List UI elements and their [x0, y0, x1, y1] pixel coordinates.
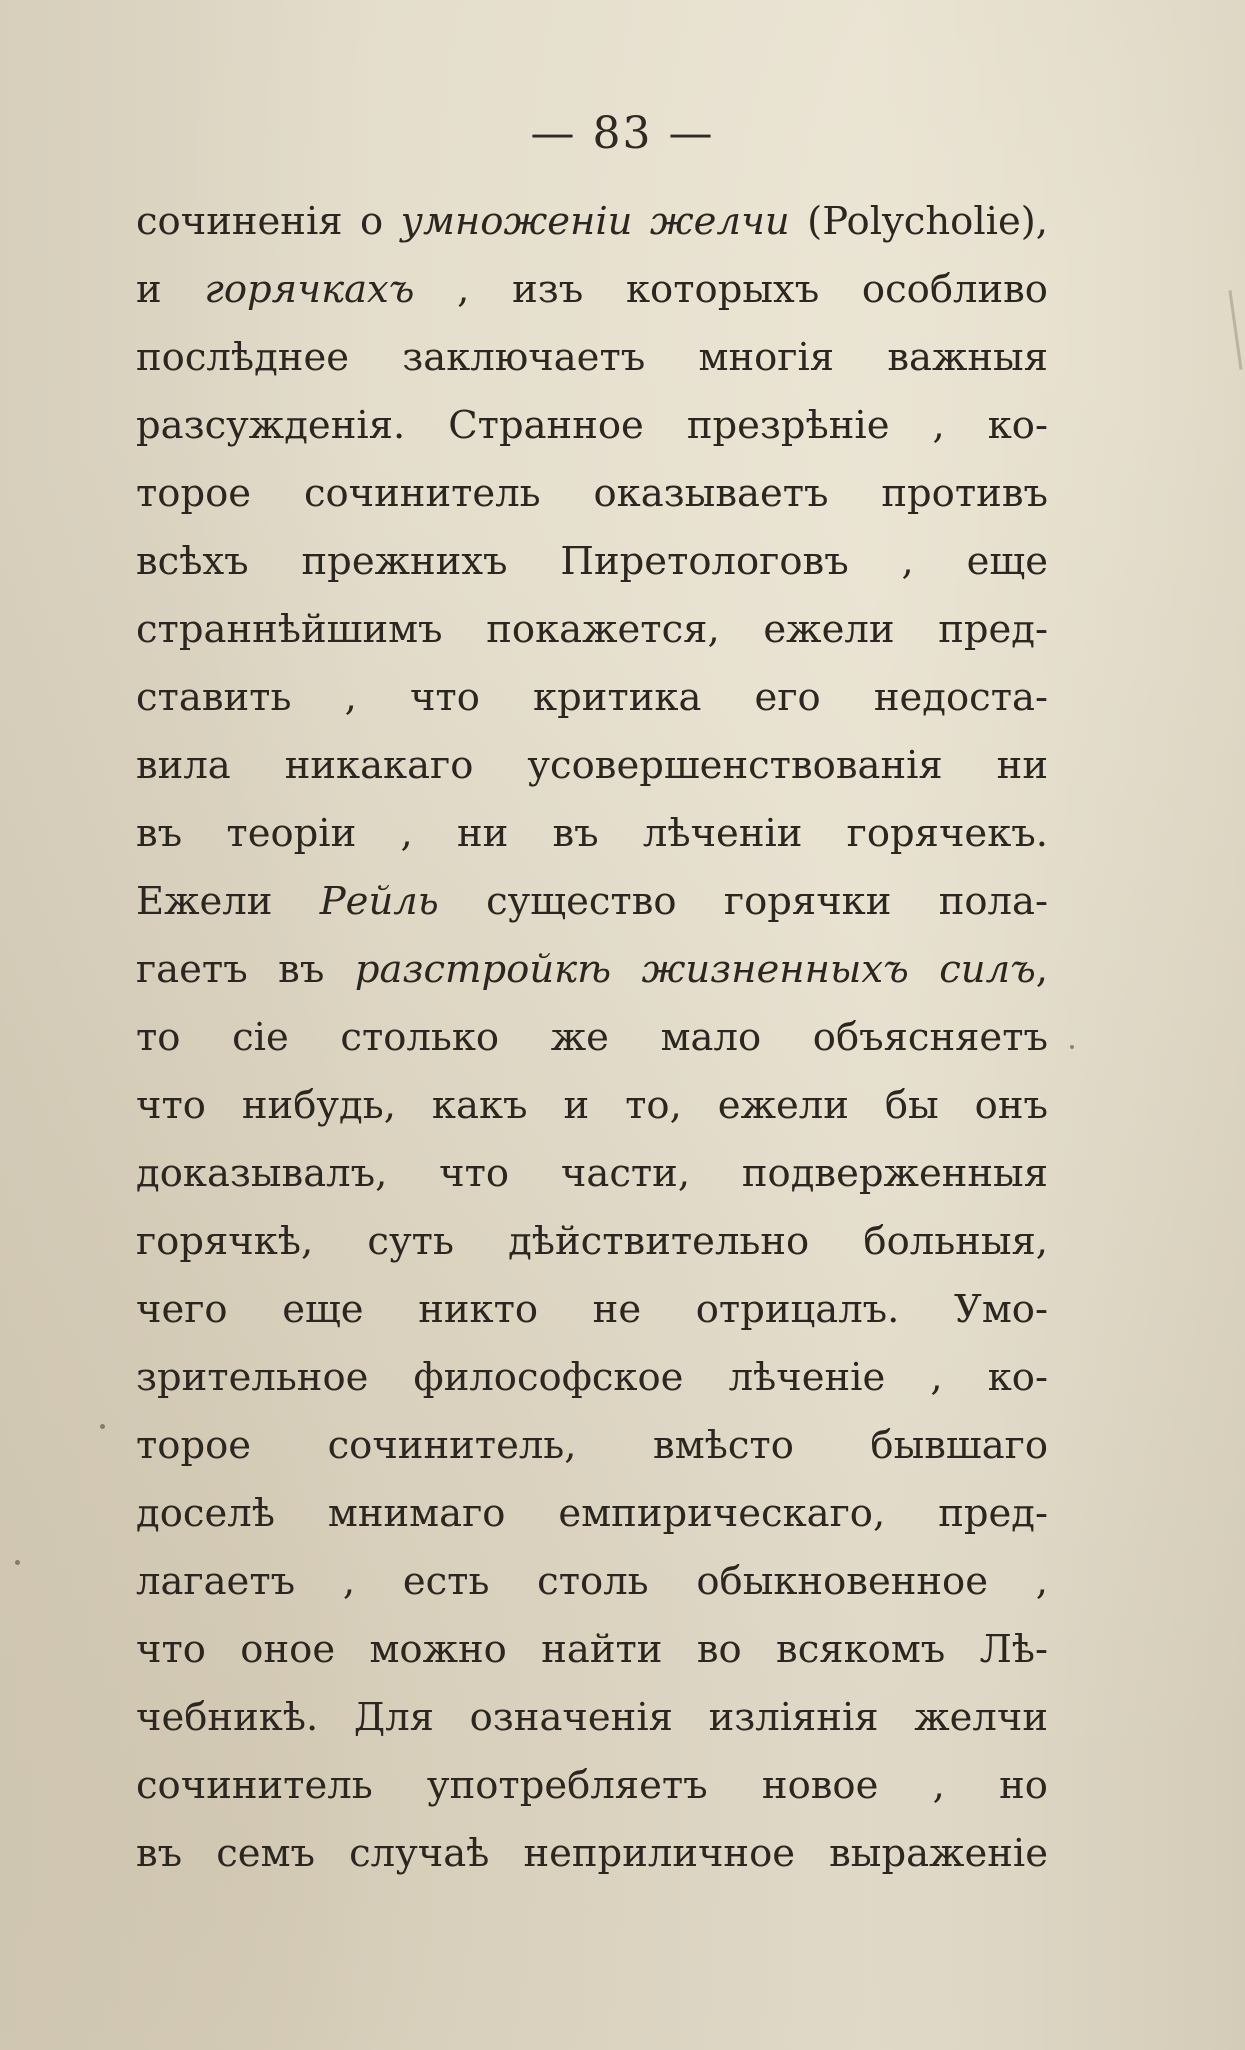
text-run: , изъ которыхъ особливо — [414, 267, 1048, 312]
page-edge-mark — [1228, 290, 1242, 370]
text-run: вила никакаго усовершенствованія ни — [136, 743, 1048, 788]
text-run: ставить , что критика его недоста- — [136, 675, 1048, 720]
text-run: чебникѣ. Для означенія изліянія желчи — [136, 1695, 1048, 1740]
text-run: горячкѣ, суть дѣйствительно больныя, — [136, 1219, 1048, 1264]
text-line — [136, 1684, 1048, 1752]
italic-phrase: Рейль — [319, 879, 439, 924]
text-line — [136, 460, 1048, 528]
text-line — [136, 1276, 1048, 1344]
text-line — [136, 1344, 1048, 1412]
body-text — [136, 188, 1048, 1888]
text-line — [136, 1412, 1048, 1480]
italic-phrase: умноженіи желчи — [400, 199, 790, 244]
text-line — [136, 664, 1048, 732]
text-run: доселѣ мнимаго емпирическаго, пред- — [136, 1491, 1048, 1536]
text-run: страннѣйшимъ покажется, ежели пред- — [136, 607, 1048, 652]
text-run: зрительное философское лѣченіе , ко- — [136, 1355, 1048, 1400]
text-run: разсужденія. Странное презрѣніе , ко- — [136, 403, 1048, 448]
text-line — [136, 1208, 1048, 1276]
text-line — [136, 1752, 1048, 1820]
text-run: доказывалъ, что части, подверженныя — [136, 1151, 1048, 1196]
text-line — [136, 256, 1048, 324]
text-line — [136, 800, 1048, 868]
text-line — [136, 1616, 1048, 1684]
text-run: чего еще никто не отрицалъ. Умо- — [136, 1287, 1048, 1332]
text-run: сочинитель употребляетъ новое , но — [136, 1763, 1048, 1808]
text-run: всѣхъ прежнихъ Пиретологовъ , еще — [136, 539, 1048, 584]
page-number: — 83 — — [530, 108, 715, 159]
text-run: торое сочинитель, вмѣсто бывшаго — [136, 1423, 1048, 1468]
text-line — [136, 936, 1048, 1004]
text-run: послѣднее заключаетъ многія важныя — [136, 335, 1048, 380]
text-line — [136, 1548, 1048, 1616]
text-line — [136, 1004, 1048, 1072]
text-run: то сіе столько же мало объясняетъ — [136, 1015, 1048, 1060]
text-run: лагаетъ , есть столь обыкновенное , — [136, 1559, 1048, 1604]
italic-phrase: горячкахъ — [204, 267, 415, 312]
text-line — [136, 1820, 1048, 1888]
text-run: Ежели — [136, 879, 320, 924]
text-run: торое сочинитель оказываетъ противъ — [136, 471, 1048, 516]
text-line — [136, 324, 1048, 392]
text-run: существо горячки пола- — [438, 879, 1048, 924]
text-run: сочиненія о — [136, 199, 401, 244]
text-line — [136, 188, 1048, 256]
text-line — [136, 1072, 1048, 1140]
ink-speck — [15, 1560, 20, 1565]
text-run: что оное можно найти во всякомъ Лѣ- — [136, 1627, 1048, 1672]
text-line — [136, 868, 1048, 936]
text-line — [136, 392, 1048, 460]
text-run: , — [1035, 947, 1048, 992]
text-run: гаетъ въ — [136, 947, 355, 992]
text-run: въ теоріи , ни въ лѣченіи горячекъ. — [136, 811, 1048, 856]
ink-speck — [100, 1424, 105, 1429]
text-line — [136, 732, 1048, 800]
text-run: (Polycholie), — [789, 199, 1049, 244]
text-line — [136, 1480, 1048, 1548]
text-run: въ семъ случаѣ неприличное выраженіе — [136, 1831, 1048, 1876]
text-line — [136, 528, 1048, 596]
text-line — [136, 1140, 1048, 1208]
text-line — [136, 596, 1048, 664]
text-run: и — [136, 267, 205, 312]
text-run: что нибудь, какъ и то, ежели бы онъ — [136, 1083, 1048, 1128]
ink-speck — [1070, 1045, 1074, 1049]
italic-phrase: разстройкѣ жизненныхъ силъ — [354, 947, 1036, 992]
